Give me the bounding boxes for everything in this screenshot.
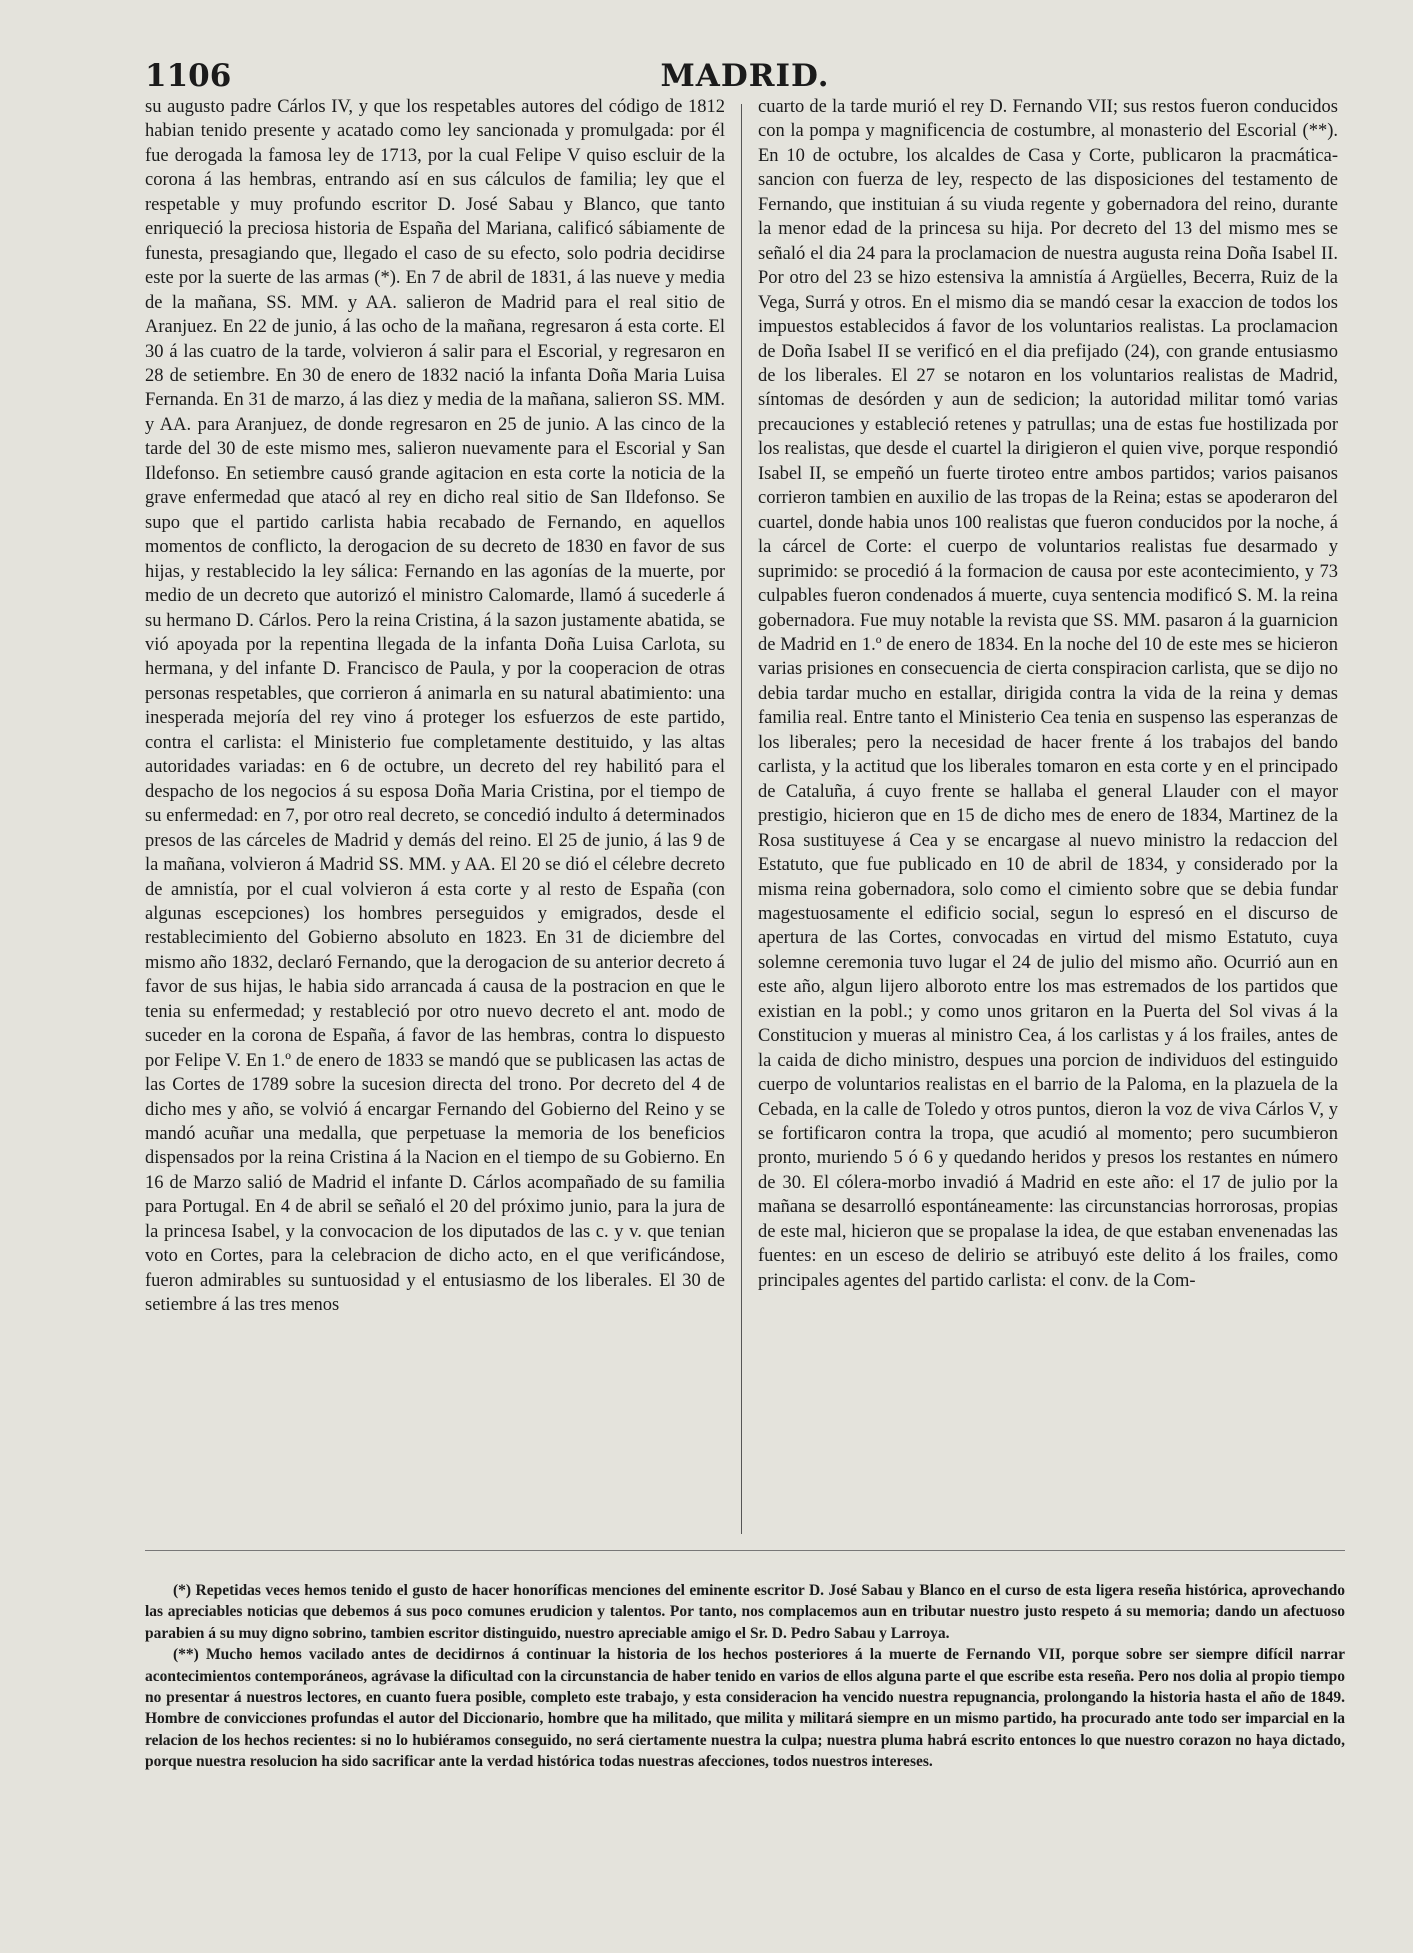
footnote-2: (**) Mucho hemos vacilado antes de decidirnos á continuar la historia de los hechos posteriores á la muerte de Fernando VII, porque sobre ser siempre difícil narrar acontecimientos contemporáneos, agrávase la dificultad con la circunstancia de haber tenido en varios de ellos alguna parte el que escribe esta reseña. Pero nos dolia al propio tiempo no presentar á nuestros lectores, en cuanto fuera posible, completo este trabajo, y esta consideracion ha vencido nuestra repugnancia, prolongando la historia hasta el año de 1849. Hombre de convicciones profundas el autor del Diccionario, hombre que ha militado, que milita y militará siempre en un mismo partido, ha procurado ante todo ser imparcial en la relacion de los hechos recientes: si no lo hubiéramos conseguido, no será ciertamente nuestra la culpa; nuestra pluma habrá escrito entonces lo que nuestro corazon no haya dictado, porque nuestra resolucion ha sido sacrificar ante la verdad histórica todas nuestras afecciones, todos nuestros intereses. — [145, 1646, 1345, 1771]
footnote-rule — [145, 1550, 1345, 1551]
page-number: 1106 — [145, 58, 232, 94]
page-header — [145, 58, 1345, 98]
page-title: MADRID. — [660, 58, 830, 94]
column-divider — [741, 104, 742, 1534]
left-column-text: su augusto padre Cárlos IV, y que los respetables autores del código de 1812 habian tenido presente y acatado como ley sancionada y promulgada: por él fue derogada la famosa ley de 1713, por la cual Felipe V quiso escluir de la corona á las hembras, entrando así en sus cálculos de familia; ley que el respetable y muy profundo escritor D. José Sabau y Blanco, que tanto enriqueció la preciosa historia de España del Mariana, calificó sábiamente de funesta, presagiando que, llegado el caso de su efecto, solo podria decidirse este por la suerte de las armas (*). En 7 de abril de 1831, á las nueve y media de la mañana, SS. MM. y AA. salieron de Madrid para el real sitio de Aranjuez. En 22 de junio, á las ocho de la mañana, regresaron á esta corte. El 30 á las cuatro de la tarde, volvieron á salir para el Escorial, y regresaron en 28 de setiembre. En 30 de enero de 1832 nació la infanta Doña Maria Luisa Fernanda. En 31 de marzo, á las diez y media de la mañana, salieron SS. MM. y AA. para Aranjuez, de donde regresaron en 25 de junio. A las cinco de la tarde del 30 de este mismo mes, salieron nuevamente para el Escorial y San Ildefonso. En setiembre causó grande agitacion en esta corte la noticia de la grave enfermedad que atacó al rey en dicho real sitio de San Ildefonso. Se supo que el partido carlista habia recabado de Fernando, en aquellos momentos de conflicto, la derogacion de su decreto de 1830 en favor de sus hijas, y restablecido la ley sálica: Fernando en las agonías de la muerte, por medio de un decreto que autorizó el ministro Calomarde, llamó á sucederle á su hermano D. Cárlos. Pero la reina Cristina, á la sazon justamente abatida, se vió apoyada por la repentina llegada de la infanta Doña Luisa Carlota, su hermana, y del infante D. Francisco de Paula, y por la cooperacion de otras personas respetables, que corrieron á animarla en su natural abatimiento: una inesperada mejoría del rey vino á proteger los esfuerzos de este partido, contra el carlista: el Ministerio fue completamente destituido, y las altas autoridades variadas: en 6 de octubre, un decreto del rey habilitó para el despacho de los negocios á su esposa Doña Maria Cristina, por el tiempo de su enfermedad: en 7, por otro real decreto, se concedió indulto á determinados presos de las cárceles de Madrid y demás del reino. El 25 de junio, á las 9 de la mañana, volvieron á Madrid SS. MM. y AA. El 20 se dió el célebre decreto de amnistía, por el cual volvieron á esta corte y al resto de España (con algunas escepciones) los hombres perseguidos y emigrados, desde el restablecimiento del Gobierno absoluto en 1823. En 31 de diciembre del mismo año 1832, declaró Fernando, que la derogacion de su anterior decreto á favor de sus hijas, le habia sido arrancada á causa de la postracion en que le tenia su enfermedad; y restableció por otro nuevo decreto el ant. modo de suceder en la corona de España, á favor de las hembras, contra lo dispuesto por Felipe V. En 1.º de enero de 1833 se mandó que se publicasen las actas de las Cortes de 1789 sobre la sucesion directa del trono. Por decreto del 4 de dicho mes y año, se volvió á encargar Fernando del Gobierno del Reino y se mandó acuñar una medalla, que perpetuase la memoria de los beneficios dispensados por la reina Cristina á la Nacion en el tiempo de su Gobierno. En 16 de Marzo salió de Madrid el infante D. Cárlos acompañado de su familia para Portugal. En 4 de abril se señaló el 20 del próximo junio, para la jura de la princesa Isabel, y la convocacion de los diputados de las c. y v. que tenian voto en Cortes, para la celebracion de dicho acto, en el que verificándose, fueron admirables su suntuosidad y el entusiasmo de los liberales. El 30 de setiembre á las tres menos — [145, 97, 725, 1316]
footnotes — [145, 1580, 1345, 1773]
right-column-text: cuarto de la tarde murió el rey D. Fernando VII; sus restos fueron conducidos con la pompa y magnificencia de costumbre, al monasterio del Escorial (**). En 10 de octubre, los alcaldes de Casa y Corte, publicaron la pracmática-sancion con fuerza de ley, respecto de las disposiciones del testamento de Fernando, que instituian á su viuda regente y gobernadora del reino, durante la menor edad de la princesa su hija. Por decreto del 13 del mismo mes se señaló el dia 24 para la proclamacion de nuestra augusta reina Doña Isabel II. Por otro del 23 se hizo estensiva la amnistía á Argüelles, Becerra, Ruiz de la Vega, Surrá y otros. En el mismo dia se mandó cesar la exaccion de todos los impuestos establecidos á favor de los voluntarios realistas. La proclamacion de Doña Isabel II se verificó en el dia prefijado (24), con grande entusiasmo de los liberales. El 27 se notaron en los voluntarios realistas de Madrid, síntomas de desórden y aun de sedicion; la autoridad militar tomó varias precauciones y estableció retenes y patrullas; una de estas fue hostilizada por los realistas, que desde el cuartel la dirigieron el quien vive, porque respondió Isabel II, se empeñó un fuerte tiroteo entre ambos partidos; varios paisanos corrieron tambien en auxilio de las tropas de la Reina; estas se apoderaron del cuartel, donde habia unos 100 realistas que fueron conducidos por la noche, á la cárcel de Corte: el cuerpo de voluntarios realistas fue desarmado y suprimido: se procedió á la formacion de causa por este acontecimiento, y 73 culpables fueron condenados á muerte, cuya sentencia modificó S. M. la reina gobernadora. Fue muy notable la revista que SS. MM. pasaron á la guarnicion de Madrid en 1.º de enero de 1834. En la noche del 10 de este mes se hicieron varias prisiones en consecuencia de cierta conspiracion carlista, que se dijo no debia tardar mucho en estallar, dirigida contra la vida de la reina y demas familia real. Entre tanto el Ministerio Cea tenia en suspenso las esperanzas de los liberales; pero la necesidad de hacer frente á los trabajos del bando carlista, y la actitud que los liberales tomaron en esta corte y en el principado de Cataluña, á cuyo frente se hallaba el general Llauder con el mayor prestigio, hicieron que en 15 de dicho mes de enero de 1834, Martinez de la Rosa sustituyese á Cea y se encargase al nuevo ministro la redaccion del Estatuto, que fue publicado en 10 de abril de 1834, y considerado por la misma reina gobernadora, solo como el cimiento sobre que se debia fundar magestuosamente el edificio social, segun lo espresó en el discurso de apertura de las Cortes, convocadas en virtud del mismo Estatuto, cuya solemne ceremonia tuvo lugar el 24 de julio del mismo año. Ocurrió aun en este año, algun lijero alboroto entre los mas estremados de los partidos que existian en la pobl.; y como unos gritaron en la Puerta del Sol vivas á la Constitucion y mueras al ministro Cea, á los carlistas y á los frailes, antes de la caida de dicho ministro, despues una porcion de individuos del estinguido cuerpo de voluntarios realistas en el barrio de la Paloma, en la plazuela de la Cebada, en la calle de Toledo y otros puntos, dieron la voz de viva Cárlos V, y se fortificaron contra la tropa, que acudió al momento; pero sucumbieron pronto, muriendo 5 ó 6 y quedando heridos y presos los restantes en número de 30. El cólera-morbo invadió á Madrid en este año: el 17 de julio por la mañana se desarrolló espontáneamente: las circunstancias horrorosas, propias de este mal, hicieron que se propalase la idea, de que estaban envenenadas las fuentes: en un esceso de delirio se atribuyó este delito á los frailes, como principales agentes del partido carlista: el conv. de la Com- — [758, 97, 1338, 1291]
footnote-1: (*) Repetidas veces hemos tenido el gusto de hacer honoríficas menciones del eminente escritor D. José Sabau y Blanco en el curso de esta ligera reseña histórica, aprovechando las apreciables noticias que debemos á sus poco comunes erudicion y talentos. Por tanto, nos complacemos aun en tributar nuestro justo respeto á su memoria; dando un afectuoso parabien á su muy digno sobrino, tambien escritor distinguido, nuestro apreciable amigo el Sr. D. Pedro Sabau y Larroya. — [145, 1582, 1345, 1642]
